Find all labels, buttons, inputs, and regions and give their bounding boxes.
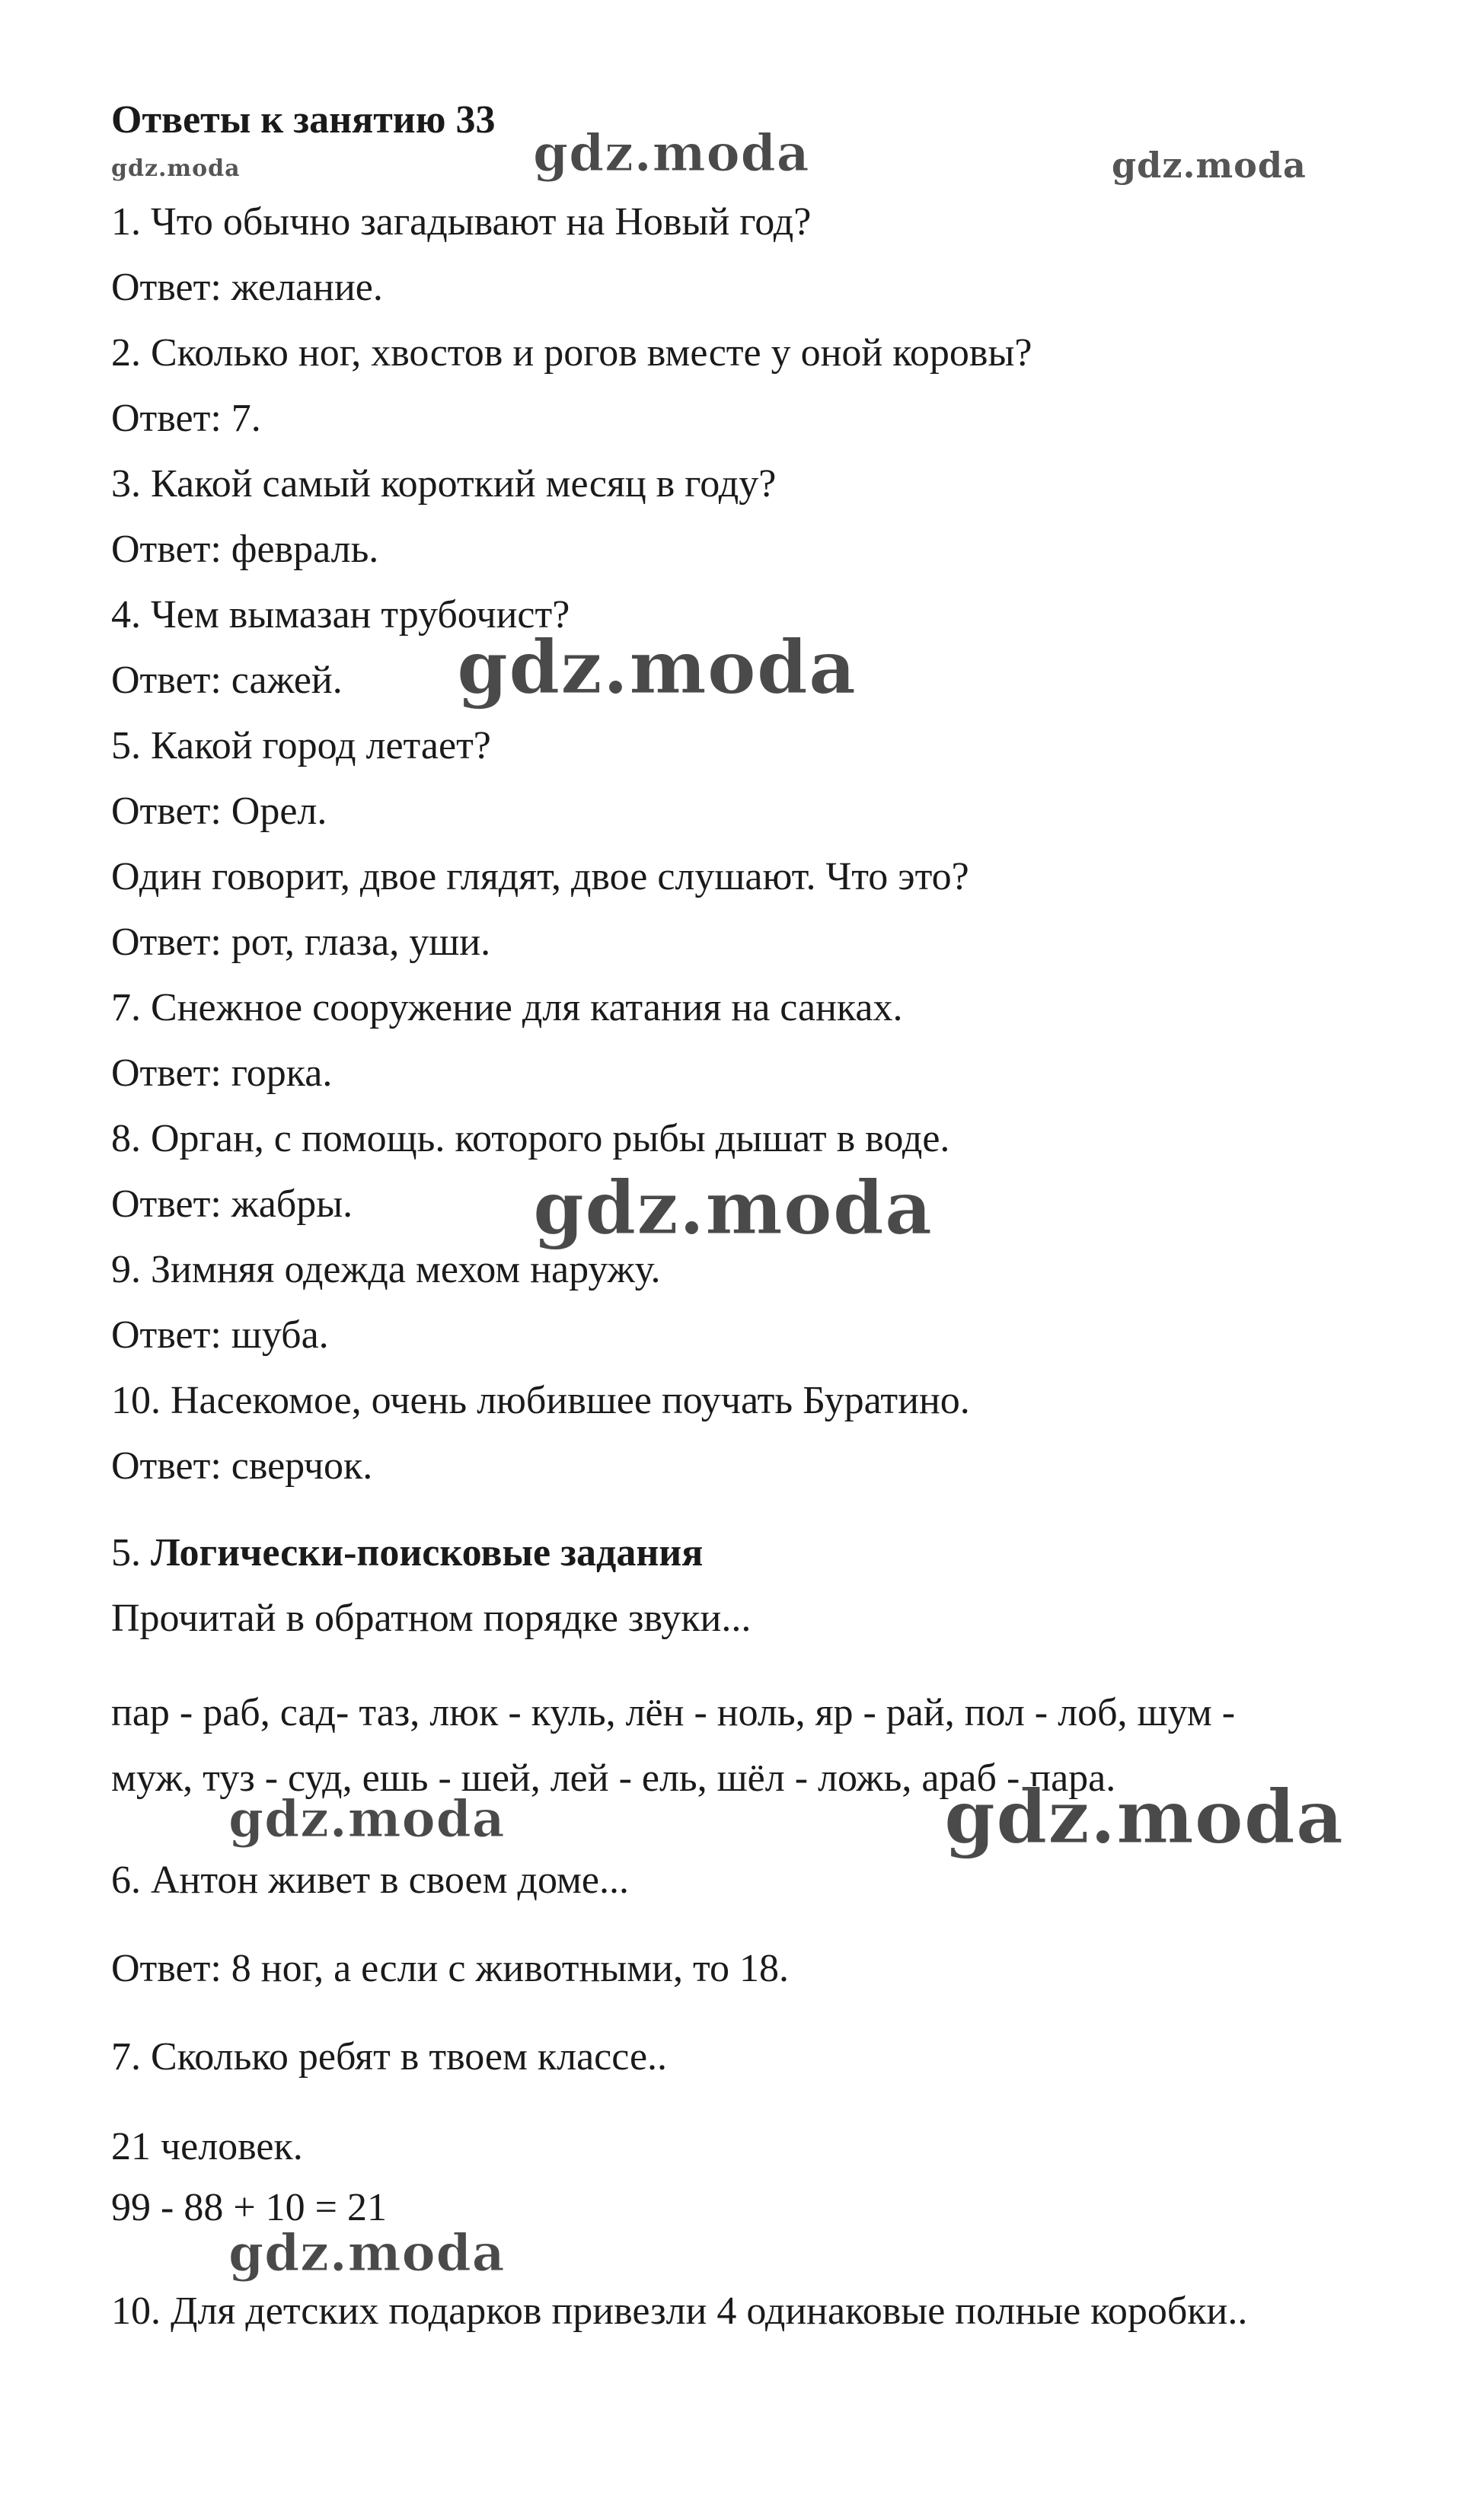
watermark: gdz.moda (533, 1165, 933, 1251)
section-heading (111, 1530, 703, 1576)
answer-9: Ответ: шуба. (111, 1313, 329, 1357)
question-8: 8. Орган, с помощь. которого рыбы дышат в воде. (111, 1117, 950, 1160)
question-3: 3. Какой самый короткий месяц в году? (111, 462, 777, 506)
answer-4: Ответ: сажей. (111, 659, 343, 702)
answer-6: Ответ: рот, глаза, уши. (111, 920, 491, 964)
answer-5: Ответ: Орел. (111, 790, 327, 833)
question-5: 5. Какой город летает? (111, 724, 491, 767)
question-10: 10. Насекомое, очень любившее поучать Буратино. (111, 1379, 970, 1422)
section-answer-line-2: муж, туз - суд, ешь - шей, лей - ель, шёл - ложь, араб - пара. (111, 1756, 1116, 1800)
task-6-question: 6. Антон живет в своем доме... (111, 1859, 629, 1902)
watermark: gdz.moda (228, 1789, 506, 1849)
question-2: 2. Сколько ног, хвостов и рогов вместе у оной коровы? (111, 331, 1032, 375)
watermark: gdz.moda (111, 155, 241, 182)
answer-2: Ответ: 7. (111, 397, 261, 440)
task-10-question: 10. Для детских подарков привезли 4 одинаковые полные коробки.. (111, 2289, 1248, 2333)
watermark: gdz.moda (228, 2223, 506, 2283)
section-title: Логически-поисковые задания (151, 1531, 704, 1575)
task-7-equation: 99 - 88 + 10 = 21 (111, 2186, 387, 2229)
task-6-answer: Ответ: 8 ног, а если с животными, то 18. (111, 1947, 789, 1990)
watermark: gdz.moda (533, 123, 810, 183)
section-prompt: Прочитай в обратном порядке звуки... (111, 1597, 752, 1640)
task-7-answer: 21 человек. (111, 2125, 303, 2168)
answer-7: Ответ: горка. (111, 1051, 333, 1095)
page-title: Ответы к занятию 33 (111, 98, 496, 142)
watermark: gdz.moda (457, 624, 857, 710)
answer-1: Ответ: желание. (111, 266, 383, 309)
question-4: 4. Чем вымазан трубочист? (111, 593, 570, 637)
watermark: gdz.moda (944, 1774, 1345, 1860)
answer-8: Ответ: жабры. (111, 1182, 353, 1226)
task-7-question: 7. Сколько ребят в твоем классе.. (111, 2035, 668, 2079)
question-9: 9. Зимняя одежда мехом наружу. (111, 1248, 661, 1291)
section-answer-line-1: пар - раб, сад- таз, люк - куль, лён - ноль, яр - рай, пол - лоб, шум - (111, 1691, 1236, 1734)
section-number: 5. (111, 1531, 151, 1575)
answer-10: Ответ: сверчок. (111, 1444, 373, 1488)
question-7: 7. Снежное сооружение для катания на санках. (111, 986, 903, 1029)
question-6: Один говорит, двое глядят, двое слушают. Что это? (111, 855, 969, 898)
question-1: 1. Что обычно загадывают на Новый год? (111, 200, 812, 244)
watermark: gdz.moda (1112, 145, 1307, 186)
answer-3: Ответ: февраль. (111, 528, 379, 571)
